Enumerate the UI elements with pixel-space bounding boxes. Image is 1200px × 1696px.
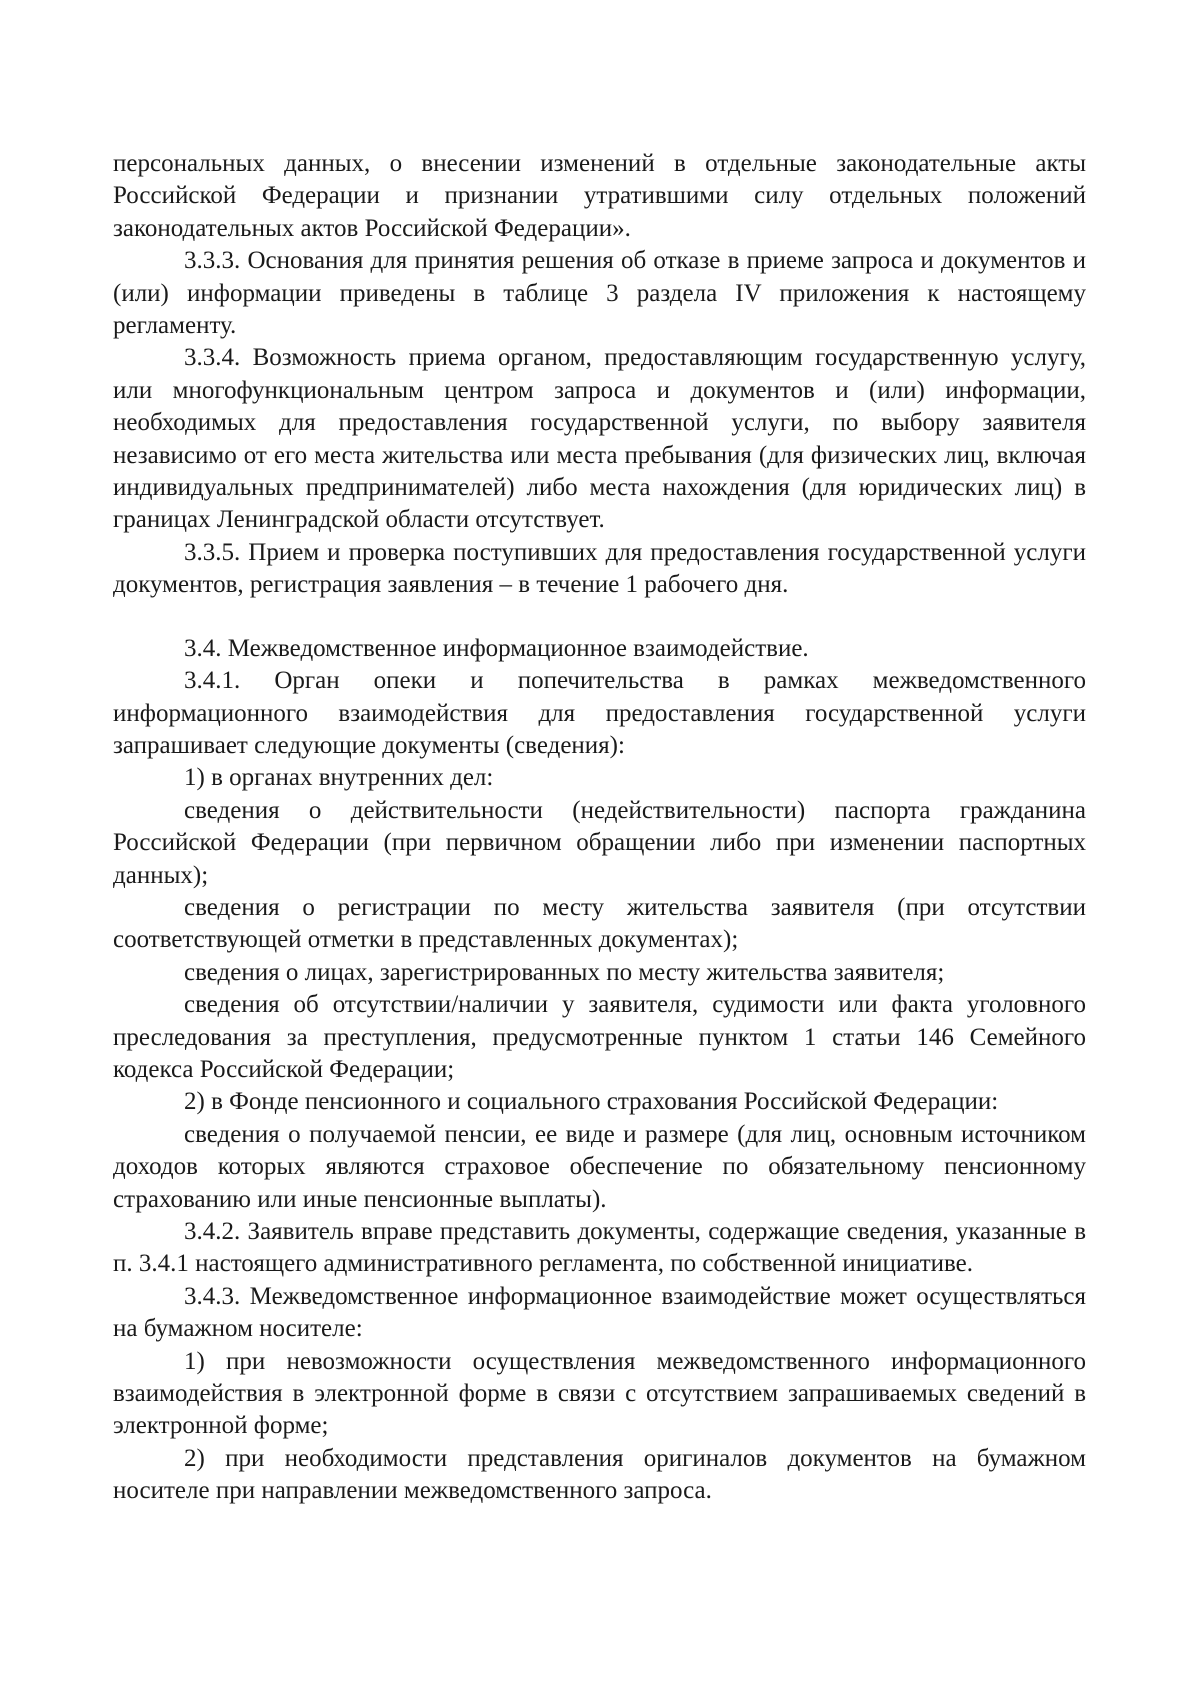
list-item-paper-1: 1) при невозможности осуществления межведомственного информационного взаимодействия в электронной форме в связи с отсутствием запрашиваемых сведений в электронной форме;: [113, 1347, 1086, 1440]
document-page: [113, 148, 1086, 1508]
paragraph-registered-persons: сведения о лицах, зарегистрированных по месту жительства заявителя;: [184, 958, 945, 986]
paragraph-3-4-1: 3.4.1. Орган опеки и попечительства в рамках межведомственного информационного взаимодействия для предоставления государственной услуги запрашивает следующие документы (сведения):: [113, 667, 1086, 759]
list-item-2: 2) в Фонде пенсионного и социального страхования Российской Федерации:: [184, 1088, 999, 1116]
paragraph-passport-info: сведения о действительности (недействительности) паспорта гражданина Российской Федерации (при первичном обращении либо при изменении паспортных данных);: [113, 796, 1086, 889]
paragraph-pension-info: сведения о получаемой пенсии, ее виде и размере (для лиц, основным источником доходов которых являются страховое обеспечение по обязательному пенсионному страхованию или иные пенсионные выплаты).: [113, 1120, 1086, 1213]
paragraph-criminal-record: сведения об отсутствии/наличии у заявителя, судимости или факта уголовного преследования за преступления, предусмотренные пунктом 1 статьи 146 Семейного кодекса Российской Федерации;: [113, 991, 1086, 1083]
list-item-paper-2: 2) при необходимости представления оригиналов документов на бумажном носителе при направлении межведомственного запроса.: [113, 1444, 1086, 1505]
list-item-1: 1) в органах внутренних дел:: [184, 764, 494, 792]
section-heading-3-4: 3.4. Межведомственное информационное взаимодействие.: [184, 634, 809, 662]
paragraph-registration-info: сведения о регистрации по месту жительства заявителя (при отсутствии соответствующей отметки в представленных документах);: [113, 893, 1086, 954]
paragraph-3-3-4: 3.3.4. Возможность приема органом, предоставляющим государственную услугу, или многофункциональным центром запроса и документов и (или) информации, необходимых для предоставления государственной услуги, по выбору заявителя независимо от его места жительства или места пребывания (для физических лиц, включая индивидуальных предпринимателей) либо места нахождения (для юридических лиц) в границах Ленинградской области отсутствует.: [113, 344, 1086, 534]
paragraph-3-4-2: 3.4.2. Заявитель вправе представить документы, содержащие сведения, указанные в п. 3.4.1 настоящего административного регламента, по собственной инициативе.: [113, 1218, 1086, 1278]
paragraph-3-3-5: 3.3.5. Прием и проверка поступивших для предоставления государственной услуги документов, регистрация заявления – в течение 1 рабочего дня.: [113, 538, 1086, 599]
section-spacer: [113, 602, 1086, 633]
paragraph-3-3-3: 3.3.3. Основания для принятия решения об отказе в приеме запроса и документов и (или) информации приведены в таблице 3 раздела IV приложения к настоящему регламенту.: [113, 247, 1086, 340]
paragraph-3-4-3: 3.4.3. Межведомственное информационное взаимодействие может осуществляться на бумажном носителе:: [113, 1282, 1086, 1343]
paragraph-continuation: персональных данных, о внесении изменений в отдельные законодательные акты Российской Федерации и признании утратившими силу отдельных положений законодательных актов Российской Федерации».: [113, 150, 1086, 242]
